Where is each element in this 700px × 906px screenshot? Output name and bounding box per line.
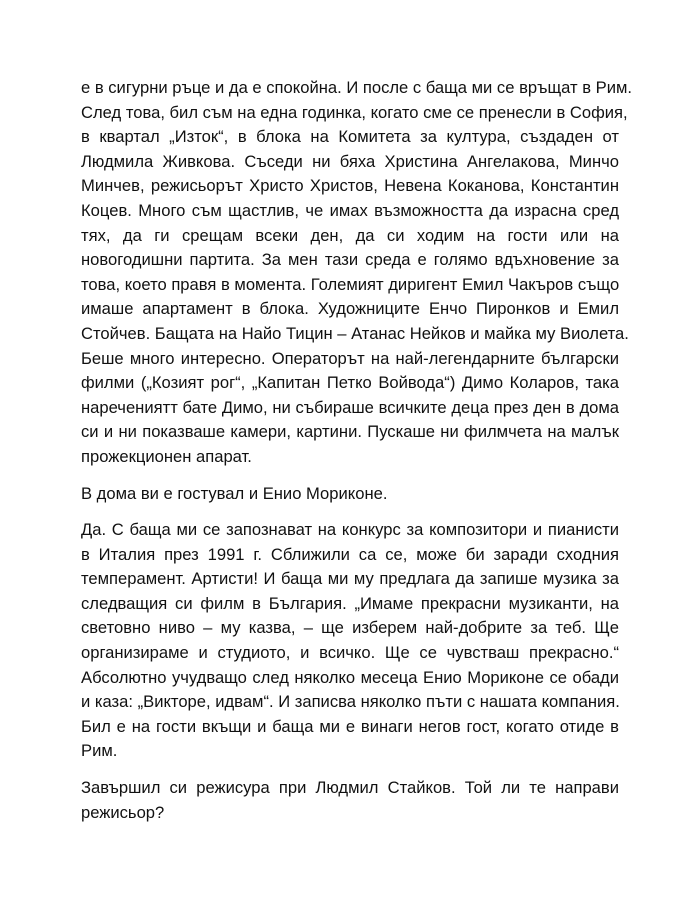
text-line: и каза: „Викторе, идвам“. И записва няколко пъти с нашата компания. xyxy=(81,692,620,712)
text-line: следващия си филм в България. „Имаме прекрасни музиканти, на xyxy=(81,593,619,613)
question-directing xyxy=(81,776,619,825)
text-line: Бил е на гости вкъщи и баща ми е винаги негов гост, когато отиде в xyxy=(81,716,619,736)
text-line: в квартал „Изток“, в блока на Комитета за култура, създаден от xyxy=(81,127,619,147)
text-line: е в сигурни ръце и да е спокойна. И после с баща ми се връщат в Рим. xyxy=(81,78,632,97)
text-line: в Италия през 1991 г. Сближили са се, може би заради сходния xyxy=(81,544,619,564)
text-line: Рим. xyxy=(81,741,118,761)
text-line: Абсолютно учудващо след няколко месеца Енио Мориконе се обади xyxy=(81,667,619,687)
text-line: наречениятт бате Димо, ни събираше всичките деца през ден в дома xyxy=(81,397,619,417)
question-morricone xyxy=(81,482,619,507)
text-line: Коцев. Много съм щастлив, че имах възможността да израсна сред xyxy=(81,200,619,220)
paragraph-childhood xyxy=(81,76,632,470)
text-line: имаше апартамент в блока. Художниците Енчо Пиронков и Емил xyxy=(81,299,619,319)
text-line: прожекционен апарат. xyxy=(81,446,252,466)
text-line: си и ни показваше камери, картини. Пускаше ни филмчета на малък xyxy=(81,422,619,442)
text-line: световно ниво – му казва, – ще изберем най-добрите за теб. Ще xyxy=(81,618,619,638)
paragraph-morricone xyxy=(81,518,619,764)
text-line: Завършил си режисура при Людмил Стайков. Той ли те направи xyxy=(81,778,619,798)
document-text xyxy=(81,76,632,837)
text-line: новогодишни партита. За мен тази среда е голямо вдъхновение за xyxy=(81,250,619,270)
text-line: Беше много интересно. Операторът на най-легендарните български xyxy=(81,348,619,368)
text-line: режисьор? xyxy=(81,802,165,822)
text-line: Да. С баща ми се запознават на конкурс за композитори и пианисти xyxy=(81,520,619,540)
text-line: темперамент. Артисти! И баща ми му предлага да запише музика за xyxy=(81,569,619,589)
text-line: филми („Козият рог“, „Капитан Петко Войвода“) Димо Коларов, така xyxy=(81,373,619,393)
text-line: Стойчев. Бащата на Найо Тицин – Атанас Нейков и майка му Виолета. xyxy=(81,323,629,343)
text-line: организираме и студиото, и всичко. Ще се чувстваш прекрасно.“ xyxy=(81,643,619,663)
text-line: Людмила Живкова. Съседи ни бяха Христина Ангелакова, Минчо xyxy=(81,151,619,171)
text-line: След това, бил съм на една годинка, когато сме се пренесли в София, xyxy=(81,102,628,122)
text-line: тях, да ги срещам всеки ден, да си ходим на гости или на xyxy=(81,225,619,245)
text-line: В дома ви е гостувал и Енио Мориконе. xyxy=(81,483,388,503)
text-line: Минчев, режисьорът Христо Христов, Невена Коканова, Константин xyxy=(81,176,619,196)
text-line: това, което правя в момента. Големият диригент Емил Чакъров също xyxy=(81,274,620,294)
